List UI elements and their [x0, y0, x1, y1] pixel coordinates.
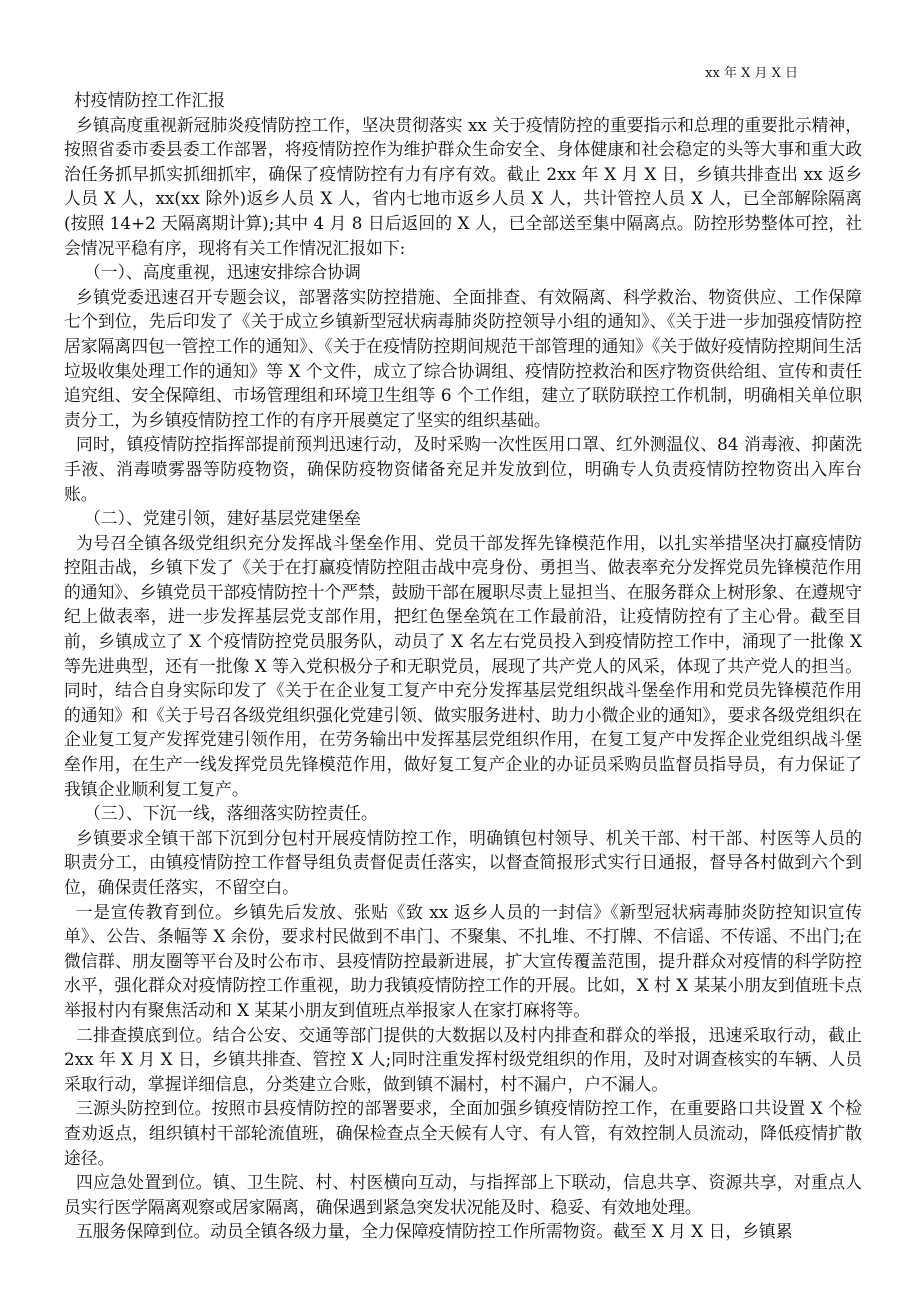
paragraph: 乡镇要求全镇干部下沉到分包村开展疫情防控工作，明确镇包村领导、机关干部、村干部、村医等人员的职责分工，由镇疫情防控工作督导组负责督促责任落实，以督查简报形式实行日通报，督导各村做到六个到位，确保责任落实，不留空白。 [64, 827, 862, 897]
paragraph: 三源头防控到位。按照市县疫情防控的部署要求，全面加强乡镇疫情防控工作，在重要路口共设置 X 个检查劝返点，组织镇村干部轮流值班，确保检查点全天候有人守、有人管，有效控制人员流动，降低疫情扩散途径。 [64, 1098, 862, 1168]
document-title: 村疫情防控工作汇报 [74, 90, 226, 110]
paragraph-intro: 乡镇高度重视新冠肺炎疫情防控工作，坚决贯彻落实 xx 关于疫情防控的重要指示和总理的重要批示精神，按照省委市委县委工作部署，将疫情防控作为维护群众生命安全、身体健康和社会稳定的头等大事和重大政治任务抓早抓实抓细抓牢，确保了疫情防控有力有序有效。截止 2xx 年 X 月 X 日，乡镇共排查出 xx 返乡人员 X 人，xx(xx 除外)返乡人员 X 人，省内七地市返乡人员 X 人，共计管控人员 X 人，已全部解除隔离(按照 14+2 天隔离期计算);其中 4 月 8 日后返回的 X 人，已全部送至集中隔离点。防控形势整体可控，社会情况平稳有序，现将有关工作情况汇报如下: [64, 114, 862, 258]
paragraph: 五服务保障到位。动员全镇各级力量，全力保障疫情防控工作所需物资。截至 X 月 X 日，乡镇累 [76, 1221, 793, 1242]
paragraph: 四应急处置到位。镇、卫生院、村、村医横向互动，与指挥部上下联动，信息共享、资源共享，对重点人员实行医学隔离观察或居家隔离，确保遇到紧急突发状况能及时、稳妥、有效地处理。 [64, 1172, 862, 1217]
paragraph: 二排查摸底到位。结合公安、交通等部门提供的大数据以及村内排查和群众的举报，迅速采取行动，截止 2xx 年 X 月 X 日，乡镇共排查、管控 X 人;同时注重发挥村级党组织的作用，及时对调查核实的车辆、人员采取行动，掌握详细信息，分类建立合账，做到镇不漏村，村不漏户，户不漏人。 [64, 1024, 862, 1094]
paragraph: 同时，镇疫情防控指挥部提前预判迅速行动，及时采购一次性医用口罩、红外测温仪、84 消毒液、抑菌洗手液、消毒喷雾器等防疫物资，确保防疫物资储备充足并发放到位，明确专人负责疫情防控物资出入库台账。 [64, 434, 862, 504]
section-heading-3: （三）、下沉一线，落细落实防控责任。 [84, 803, 378, 824]
paragraph: 乡镇党委迅速召开专题会议，部署落实防控措施、全面排查、有效隔离、科学救治、物资供应、工作保障七个到位，先后印发了《关于成立乡镇新型冠状病毒肺炎防控领导小组的通知》、《关于进一步加强疫情防控居家隔离四包一管控工作的通知》、《关于在疫情防控期间规范干部管理的通知》《关于做好疫情防控期间生活垃圾收集处理工作的通知》等 X 个文件，成立了综合协调组、疫情防控救治和医疗物资供给组、宣传和责任追究组、安全保障组、市场管理组和环境卫生组等 6 个工作组，建立了联防联控工作机制，明确相关单位职责分工，为乡镇疫情防控工作的有序开展奠定了坚实的组织基础。 [64, 286, 862, 430]
paragraph: 一是宣传教育到位。乡镇先后发放、张贴《致 xx 返乡人员的一封信》《新型冠状病毒肺炎防控知识宣传单》、公告、条幅等 X 余份，要求村民做到不串门、不聚集、不扎堆、不打牌、不信谣、不传谣、不出门;在微信群、朋友圈等平台及时公布市、县疫情防控最新进展，扩大宣传覆盖范围，提升群众对疫情的科学防控水平，强化群众对疫情防控工作重视，助力我镇疫情防控工作的开展。比如，X 村 X 某某小朋友到值班卡点举报村内有聚焦活动和 X 某某小朋友到值班点举报家人在家打麻将等。 [64, 901, 862, 1020]
header-date: xx 年 X 月 X 日 [705, 66, 798, 81]
section-heading-1: （一）、高度重视，迅速安排综合协调 [84, 262, 361, 283]
paragraph: 为号召全镇各级党组织充分发挥战斗堡垒作用、党员干部发挥先锋模范作用，以扎实举措坚决打赢疫情防控阻击战，乡镇下发了《关于在打赢疫情防控阻击战中亮身份、勇担当、做表率充分发挥党员先锋模范作用的通知》、乡镇党员干部疫情防控十个严禁，鼓励干部在履职尽责上显担当、在服务群众上树形象、在遵规守纪上做表率，进一步发挥基层党支部作用，把红色堡垒筑在工作最前沿，让疫情防控有了主心骨。截至目前，乡镇成立了 X 个疫情防控党员服务队，动员了 X 名左右党员投入到疫情防控工作中，涌现了一批像 X 等先进典型，还有一批像 X 等入党积极分子和无职党员，展现了共产党人的风采，体现了共产党人的担当。同时，结合自身实际印发了《关于在企业复工复产中充分发挥基层党组织战斗堡垒作用和党员先锋模范作用的通知》和《关于号召各级党组织强化党建引领、做实服务进村、助力小微企业的通知》，要求各级党组织在企业复工复产发挥党建引领作用，在劳务输出中发挥基层党组织作用，在复工复产中发挥企业党组织战斗堡垒作用，在生产一线发挥党员先锋模范作用，做好复工复产企业的办证员采购员监督员指导员，有力保证了我镇企业顺利复工复产。 [64, 532, 862, 799]
document-body [64, 88, 862, 1244]
section-heading-2: （二）、党建引领，建好基层党建堡垒 [84, 508, 361, 529]
